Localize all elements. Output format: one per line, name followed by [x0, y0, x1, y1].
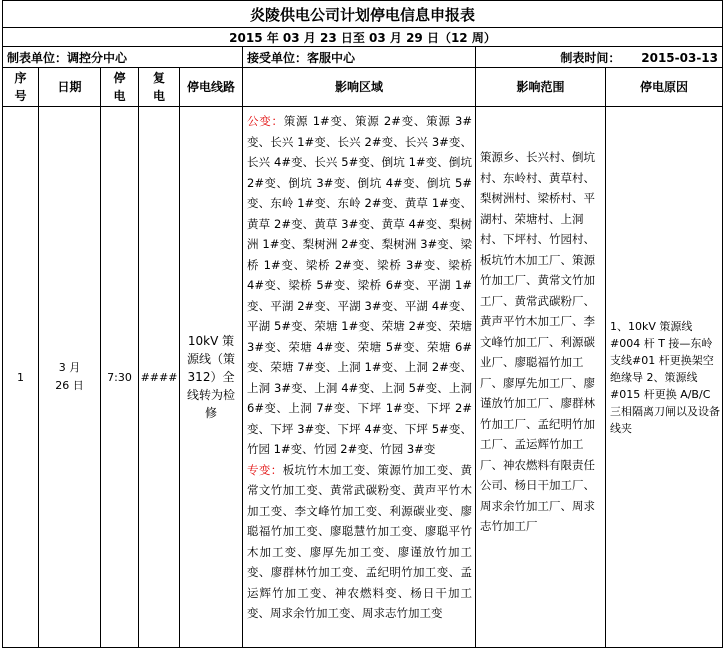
- report-time: [476, 47, 723, 68]
- outage-report-table: [2, 0, 723, 648]
- report-period: 2015 年 03 月 23 日至 03 月 29 日（12 周）: [3, 28, 723, 47]
- issuing-unit: 制表单位：调控分中心: [3, 47, 243, 68]
- report-time-value: 2015-03-13: [641, 50, 719, 65]
- row-stop-time: 7:30: [101, 107, 139, 648]
- header-seq: 序号: [3, 68, 39, 107]
- header-area: 影响区域: [243, 68, 476, 107]
- row-seq: 1: [3, 107, 39, 648]
- header-range: 影响范围: [476, 68, 606, 107]
- table-row: [3, 107, 723, 648]
- public-transformer-label: 公变：: [247, 114, 284, 128]
- row-restore-time: ####: [139, 107, 180, 648]
- special-transformer-list: 板坑竹木加工变、策源竹加工变、黄常文竹加工变、黄常武碳粉变、黄声平竹木加工变、李文峰竹加工变、利源碳业变、廖聪福竹加工变、廖聪慧竹加工变、廖聪平竹木加工变、廖厚先加工变、廖谨放竹加工变、廖群林竹加工变、孟纪明竹加工变、孟运辉竹加工变、神农燃料变、杨日干加工变、周求余竹加工变、周求志竹加工变: [247, 462, 473, 620]
- row-range: 策源乡、长兴村、倒坑村、东岭村、黄草村、梨树洲村、梁桥村、平湖村、荣塘村、上洞村、下坪村、竹园村、板坑竹木加工厂、策源竹加工厂、黄常文竹加工厂、黄常武碳粉厂、黄声平竹木加工厂、李文峰竹加工厂、利源碳业厂、廖聪福竹加工厂、廖厚先加工厂、廖谨放竹加工厂、廖群林竹加工厂、孟纪明竹加工厂、孟运辉竹加工厂、神农燃料有限责任公司、杨日干加工厂、周求余竹加工厂、周求志竹加工厂: [476, 107, 606, 648]
- row-date: 3 月 26 日: [39, 107, 101, 648]
- row-area: [243, 107, 476, 648]
- report-title: 炎陵供电公司计划停电信息申报表: [3, 1, 723, 28]
- public-transformer-list: 策源 1#变、策源 2#变、策源 3#变、长兴 1#变、长兴 2#变、长兴 3#变、长兴 4#变、长兴 5#变、倒坑 1#变、倒坑 2#变、倒坑 3#变、倒坑 4#变、倒坑 5#变、东岭 1#变、东岭 2#变、黄草 1#变、黄草 2#变、黄草 3#变、黄草 4#变、梨树洲 1#变、梨树洲 2#变、梨树洲 3#变、梁桥 1#变、梁桥 2#变、梁桥 3#变、梁桥 4#变、梁桥 5#变、梁桥 6#变、平湖 1#变、平湖 2#变、平湖 3#变、平湖 4#变、平湖 5#变、荣塘 1#变、荣塘 2#变、荣塘 3#变、荣塘 4#变、荣塘 5#变、荣塘 6#变、荣塘 7#变、上洞 1#变、上洞 2#变、上洞 3#变、上洞 4#变、上洞 5#变、上洞 6#变、上洞 7#变、下坪 1#变、下坪 2#变、下坪 3#变、下坪 4#变、下坪 5#变、竹园 1#变、竹园 2#变、竹园 3#变: [247, 114, 472, 456]
- special-transformer-label: 专变：: [247, 462, 283, 477]
- header-line: 停电线路: [180, 68, 243, 107]
- header-stop: 停电: [101, 68, 139, 107]
- header-reason: 停电原因: [606, 68, 723, 107]
- report-time-label: 制表时间：: [560, 50, 621, 65]
- row-line: 10kV 策源线（策 312）全线转为检修: [180, 107, 243, 648]
- receiving-unit: 接受单位：客服中心: [243, 47, 476, 68]
- row-reason: 1、10kV 策源线#004 杆 T 接—东岭支线#01 杆更换架空绝缘导 2、策源线#015 杆更换 A/B/C 三相隔离刀闸以及设备线夹: [606, 107, 723, 648]
- header-restore: 复电: [139, 68, 180, 107]
- header-date: 日期: [39, 68, 101, 107]
